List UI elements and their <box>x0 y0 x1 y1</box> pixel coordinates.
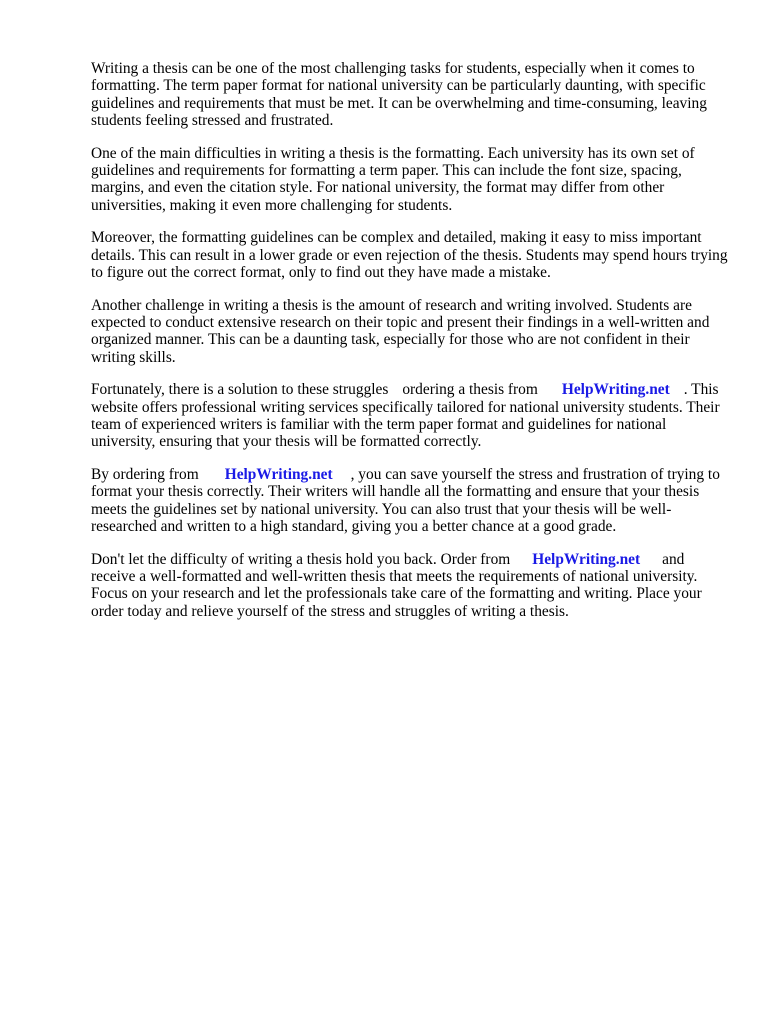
cta-text-before: Don't let the difficulty of writing a thesis hold you back. Order from <box>91 550 511 568</box>
helpwriting-link-1[interactable]: HelpWriting.net <box>561 381 670 399</box>
solution-text-a: Fortunately, there is a solution to these struggles <box>91 381 389 399</box>
ordering-text-before: By ordering from <box>91 466 199 484</box>
solution-text-b: ordering a thesis from <box>402 381 538 399</box>
solution-text-after: . This website offers professional writing services specifically tailored for national university students. Their team of experienced writers is familiar with the term paper format and guidelines for national university, ensuring that your thesis will be formatted correctly. <box>91 381 720 451</box>
paragraph-call-to-action <box>91 551 731 620</box>
paragraph-formatting-difficulties: One of the main difficulties in writing a thesis is the formatting. Each university has its own set of guidelines and requirements for formatting a term paper. This can include the font size, spacing, margins, and even the citation style. For national university, the format may differ from other universities, making it even more challenging for students. <box>91 144 695 214</box>
cta-text-after: and receive a well-formatted and well-written thesis that meets the requirements of national university. Focus on your research and let the professionals take care of the formatting and writing. Place your order today and relieve yourself of the stress and struggles of writing a thesis. <box>91 550 702 620</box>
paragraph-research-challenge: Another challenge in writing a thesis is the amount of research and writing involved. Students are expected to conduct extensive research on their topic and present their findings in a well-written and organized manner. This can be a daunting task, especially for those who are not confident in their writing skills. <box>91 296 710 366</box>
paragraph-intro: Writing a thesis can be one of the most challenging tasks for students, especially when it comes to formatting. The term paper format for national university can be particularly daunting, with specific guidelines and requirements that must be met. It can be overwhelming and time-consuming, leaving students feeling stressed and frustrated. <box>91 60 707 129</box>
helpwriting-link-2[interactable]: HelpWriting.net <box>224 466 333 484</box>
document-body <box>91 60 731 636</box>
paragraph-complex-guidelines: Moreover, the formatting guidelines can be complex and detailed, making it easy to miss important details. This can result in a lower grade or even rejection of the thesis. Students may spend hours trying to figure out the correct format, only to find out they have made a mistake. <box>91 229 728 281</box>
helpwriting-link-3[interactable]: HelpWriting.net <box>532 550 641 568</box>
ordering-text-after: , you can save yourself the stress and frustration of trying to format your thesis correctly. Their writers will handle all the formatting and ensure that your thesis meets the guidelines set by national university. You can also trust that your thesis will be well-researched and written to a high standard, giving you a better chance at a good grade. <box>91 466 720 536</box>
paragraph-solution <box>91 381 731 450</box>
paragraph-ordering-benefits <box>91 466 731 535</box>
